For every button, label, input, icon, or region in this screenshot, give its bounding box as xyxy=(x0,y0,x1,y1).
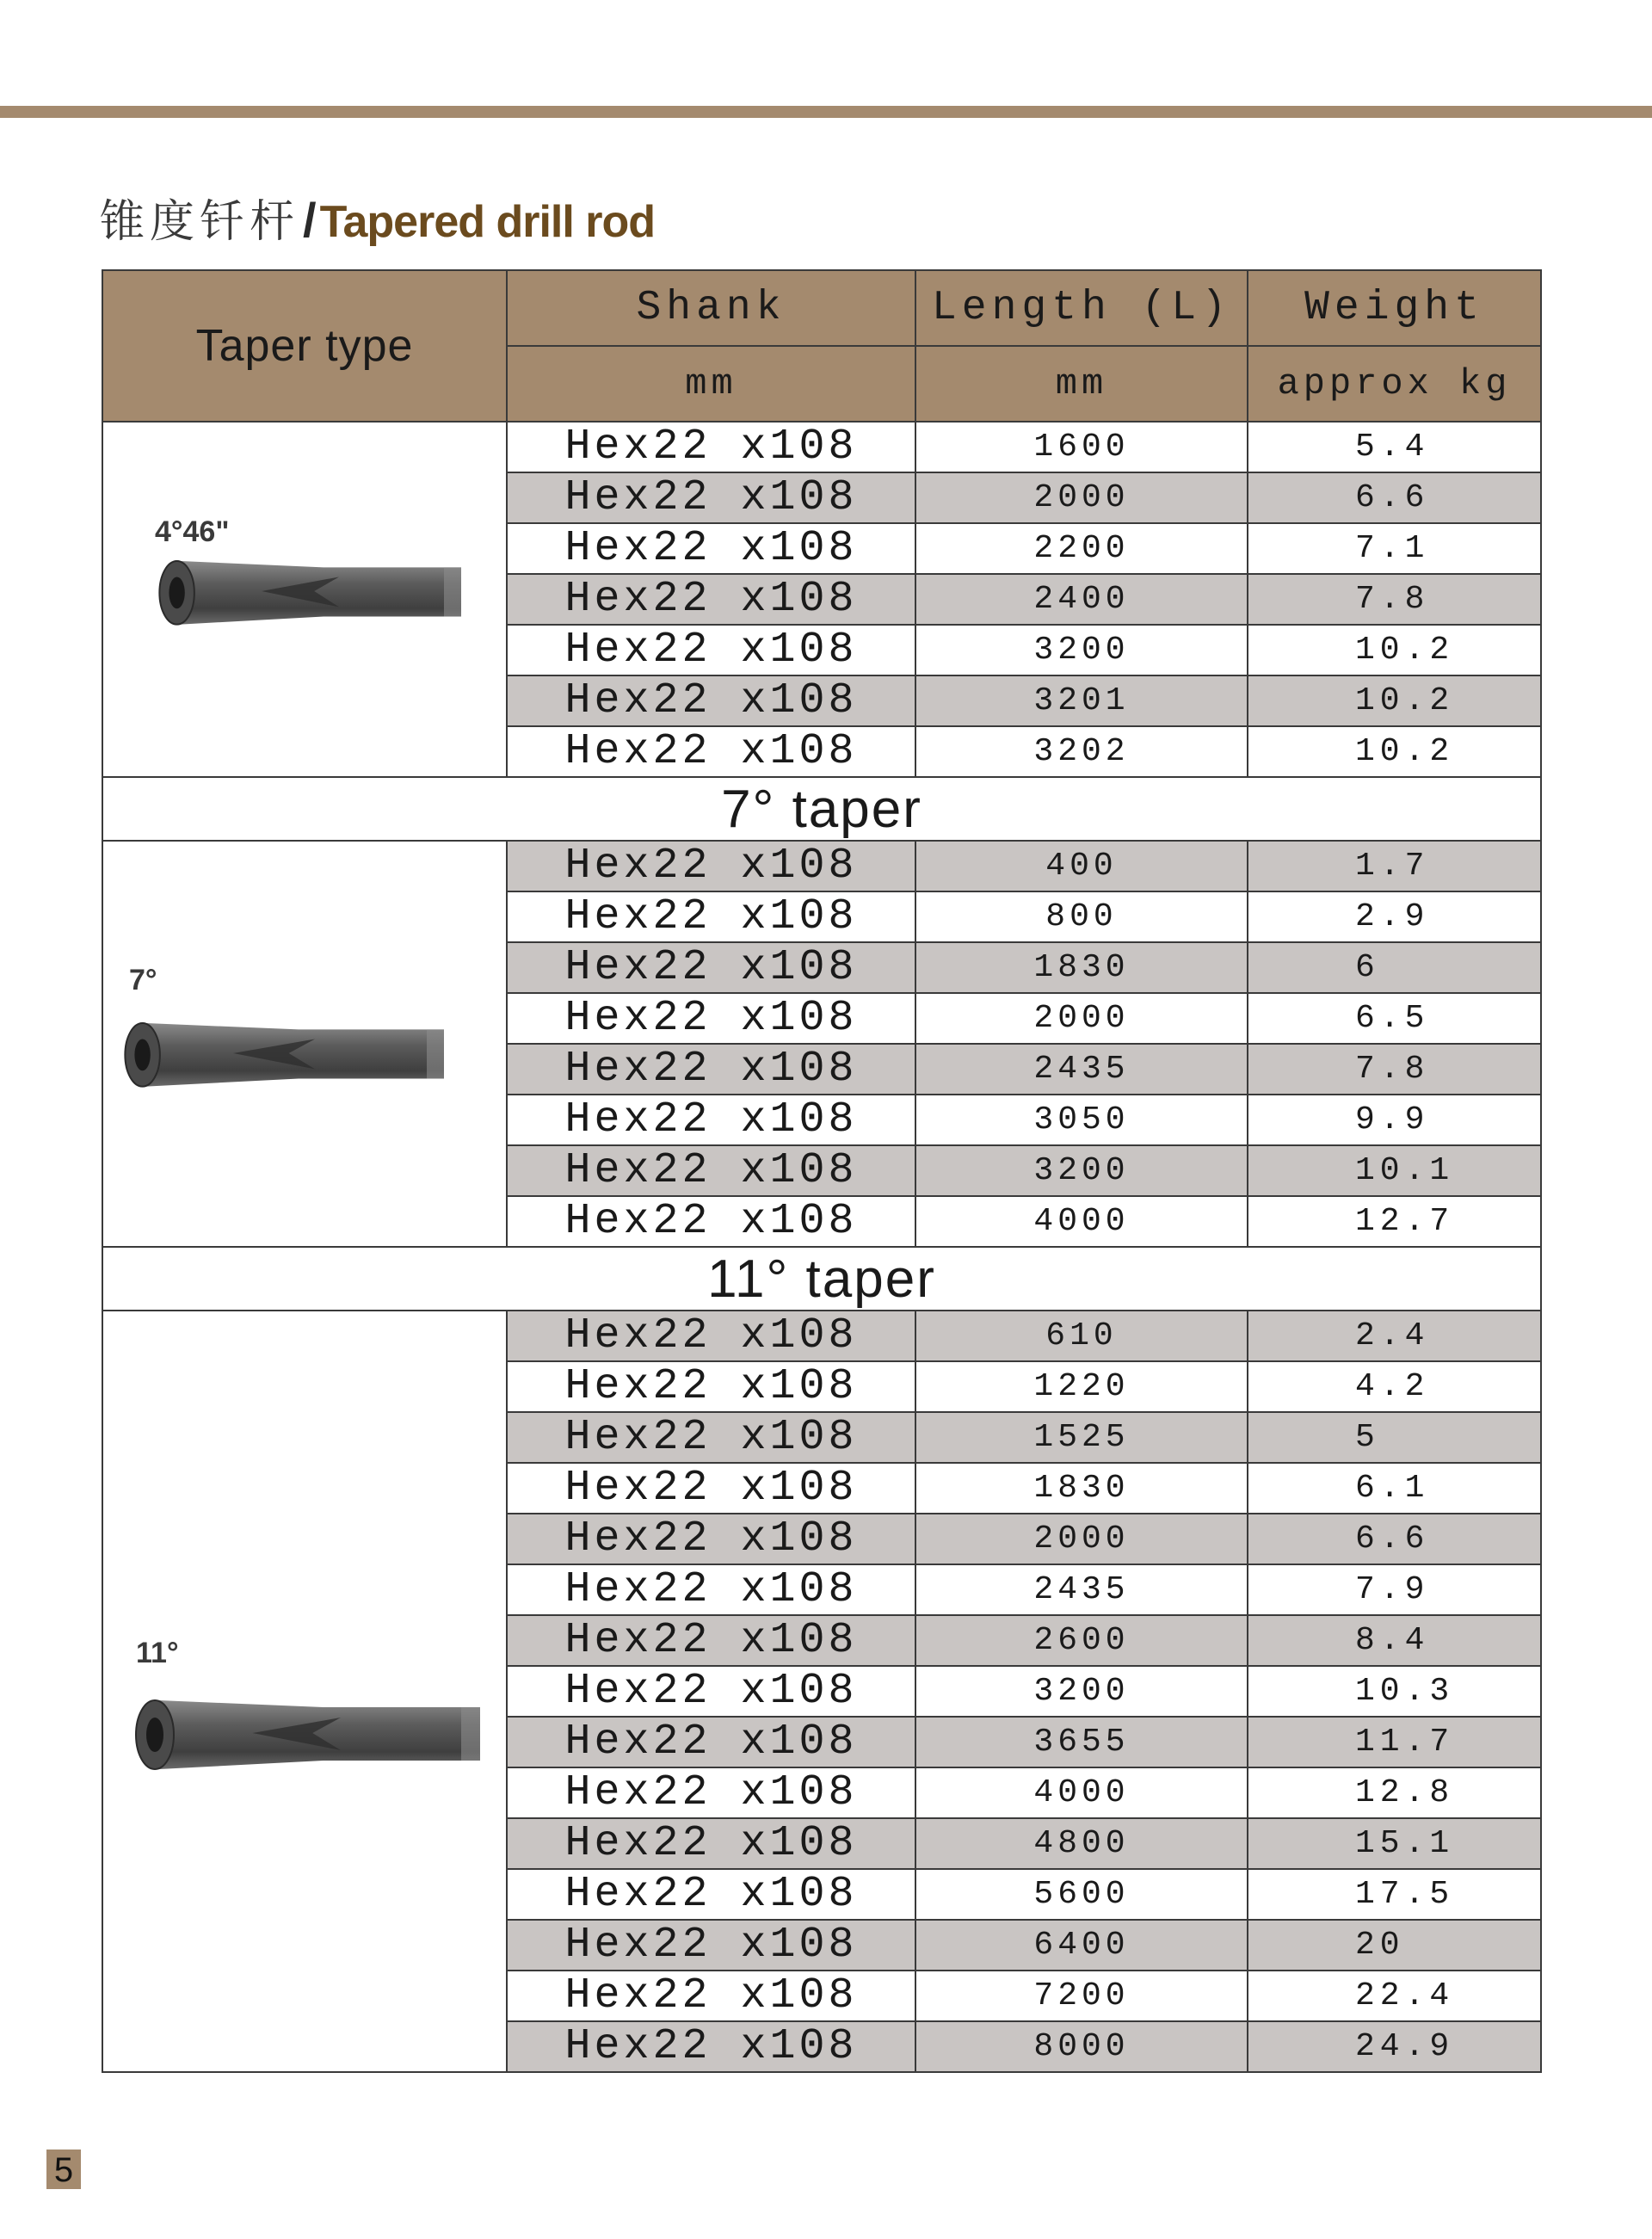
shank-cell: Hex22 x108 xyxy=(507,574,915,625)
length-cell: 2435 xyxy=(915,1564,1248,1615)
weight-cell: 6.1 xyxy=(1248,1463,1541,1514)
weight-cell: 1.7 xyxy=(1248,841,1541,891)
weight-cell: 2.4 xyxy=(1248,1311,1541,1361)
shank-cell: Hex22 x108 xyxy=(507,1196,915,1247)
length-cell: 2435 xyxy=(915,1044,1248,1095)
length-cell: 610 xyxy=(915,1311,1248,1361)
weight-cell: 5.4 xyxy=(1248,422,1541,472)
header-weight: Weight xyxy=(1248,270,1541,346)
rod-image-cell xyxy=(102,841,507,1247)
length-cell: 2000 xyxy=(915,1514,1248,1564)
table-row xyxy=(102,422,1541,472)
header-length-unit: mm xyxy=(915,346,1248,422)
rod-image-cell xyxy=(102,1311,507,2072)
shank-cell: Hex22 x108 xyxy=(507,675,915,726)
weight-cell: 10.2 xyxy=(1248,726,1541,777)
length-cell: 1830 xyxy=(915,942,1248,993)
length-cell: 4000 xyxy=(915,1196,1248,1247)
section-title: 11° taper xyxy=(102,1247,1541,1311)
shank-cell: Hex22 x108 xyxy=(507,1920,915,1971)
table-row xyxy=(102,1311,1541,1361)
header-shank-unit: mm xyxy=(507,346,915,422)
title-en: Tapered drill rod xyxy=(319,197,656,247)
header-taper-type: Taper type xyxy=(102,270,507,422)
length-cell: 4800 xyxy=(915,1818,1248,1869)
length-cell: 3201 xyxy=(915,675,1248,726)
weight-cell: 9.9 xyxy=(1248,1095,1541,1145)
shank-cell: Hex22 x108 xyxy=(507,1666,915,1717)
shank-cell: Hex22 x108 xyxy=(507,472,915,523)
drill-rod-icon xyxy=(119,1014,446,1093)
weight-cell: 11.7 xyxy=(1248,1717,1541,1767)
shank-cell: Hex22 x108 xyxy=(507,625,915,675)
rod-image-cell xyxy=(102,422,507,777)
length-cell: 2200 xyxy=(915,523,1248,574)
length-cell: 3200 xyxy=(915,1666,1248,1717)
taper-angle-label: 11° xyxy=(136,1637,179,1669)
weight-cell: 4.2 xyxy=(1248,1361,1541,1412)
shank-cell: Hex22 x108 xyxy=(507,2021,915,2072)
length-cell: 8000 xyxy=(915,2021,1248,2072)
shank-cell: Hex22 x108 xyxy=(507,1615,915,1666)
length-cell: 3655 xyxy=(915,1717,1248,1767)
length-cell: 2000 xyxy=(915,993,1248,1044)
section-row xyxy=(102,1247,1541,1311)
shank-cell: Hex22 x108 xyxy=(507,1818,915,1869)
header-shank: Shank xyxy=(507,270,915,346)
weight-cell: 6.5 xyxy=(1248,993,1541,1044)
shank-cell: Hex22 x108 xyxy=(507,1717,915,1767)
table-body xyxy=(102,422,1541,2072)
drill-rod-icon xyxy=(153,552,463,631)
shank-cell: Hex22 x108 xyxy=(507,1361,915,1412)
shank-cell: Hex22 x108 xyxy=(507,422,915,472)
shank-cell: Hex22 x108 xyxy=(507,1311,915,1361)
weight-cell: 7.1 xyxy=(1248,523,1541,574)
shank-cell: Hex22 x108 xyxy=(507,523,915,574)
page-number: 5 xyxy=(46,2150,81,2189)
shank-cell: Hex22 x108 xyxy=(507,1971,915,2021)
weight-cell: 2.9 xyxy=(1248,891,1541,942)
weight-cell: 15.1 xyxy=(1248,1818,1541,1869)
weight-cell: 17.5 xyxy=(1248,1869,1541,1920)
length-cell: 4000 xyxy=(915,1767,1248,1818)
weight-cell: 6.6 xyxy=(1248,1514,1541,1564)
weight-cell: 7.9 xyxy=(1248,1564,1541,1615)
shank-cell: Hex22 x108 xyxy=(507,1044,915,1095)
length-cell: 1600 xyxy=(915,422,1248,472)
shank-cell: Hex22 x108 xyxy=(507,841,915,891)
length-cell: 3200 xyxy=(915,625,1248,675)
length-cell: 2000 xyxy=(915,472,1248,523)
weight-cell: 10.2 xyxy=(1248,675,1541,726)
length-cell: 2600 xyxy=(915,1615,1248,1666)
length-cell: 800 xyxy=(915,891,1248,942)
length-cell: 7200 xyxy=(915,1971,1248,2021)
weight-cell: 12.8 xyxy=(1248,1767,1541,1818)
section-title: 7° taper xyxy=(102,777,1541,841)
spec-table xyxy=(102,269,1542,2073)
weight-cell: 12.7 xyxy=(1248,1196,1541,1247)
shank-cell: Hex22 x108 xyxy=(507,1095,915,1145)
shank-cell: Hex22 x108 xyxy=(507,1514,915,1564)
drill-rod-icon xyxy=(129,1690,482,1776)
length-cell: 1830 xyxy=(915,1463,1248,1514)
length-cell: 400 xyxy=(915,841,1248,891)
taper-angle-label: 7° xyxy=(129,964,157,996)
weight-cell: 7.8 xyxy=(1248,1044,1541,1095)
section-row xyxy=(102,777,1541,841)
length-cell: 1220 xyxy=(915,1361,1248,1412)
length-cell: 2400 xyxy=(915,574,1248,625)
weight-cell: 10.3 xyxy=(1248,1666,1541,1717)
shank-cell: Hex22 x108 xyxy=(507,993,915,1044)
weight-cell: 8.4 xyxy=(1248,1615,1541,1666)
shank-cell: Hex22 x108 xyxy=(507,1767,915,1818)
shank-cell: Hex22 x108 xyxy=(507,1463,915,1514)
shank-cell: Hex22 x108 xyxy=(507,1564,915,1615)
weight-cell: 24.9 xyxy=(1248,2021,1541,2072)
length-cell: 1525 xyxy=(915,1412,1248,1463)
weight-cell: 10.2 xyxy=(1248,625,1541,675)
length-cell: 3200 xyxy=(915,1145,1248,1196)
title-slash: / xyxy=(303,193,317,247)
length-cell: 3050 xyxy=(915,1095,1248,1145)
shank-cell: Hex22 x108 xyxy=(507,942,915,993)
shank-cell: Hex22 x108 xyxy=(507,1412,915,1463)
header-length: Length (L) xyxy=(915,270,1248,346)
shank-cell: Hex22 x108 xyxy=(507,1869,915,1920)
weight-cell: 5 xyxy=(1248,1412,1541,1463)
length-cell: 5600 xyxy=(915,1869,1248,1920)
weight-cell: 20 xyxy=(1248,1920,1541,1971)
shank-cell: Hex22 x108 xyxy=(507,891,915,942)
header-weight-unit: approx kg xyxy=(1248,346,1541,422)
table-row xyxy=(102,841,1541,891)
title-cn: 锥度钎杆 xyxy=(100,196,300,248)
weight-cell: 6.6 xyxy=(1248,472,1541,523)
shank-cell: Hex22 x108 xyxy=(507,726,915,777)
taper-angle-label: 4°46" xyxy=(155,515,230,548)
weight-cell: 10.1 xyxy=(1248,1145,1541,1196)
length-cell: 6400 xyxy=(915,1920,1248,1971)
length-cell: 3202 xyxy=(915,726,1248,777)
weight-cell: 6 xyxy=(1248,942,1541,993)
weight-cell: 7.8 xyxy=(1248,574,1541,625)
weight-cell: 22.4 xyxy=(1248,1971,1541,2021)
shank-cell: Hex22 x108 xyxy=(507,1145,915,1196)
page-title xyxy=(100,185,655,254)
top-rule xyxy=(0,106,1652,118)
